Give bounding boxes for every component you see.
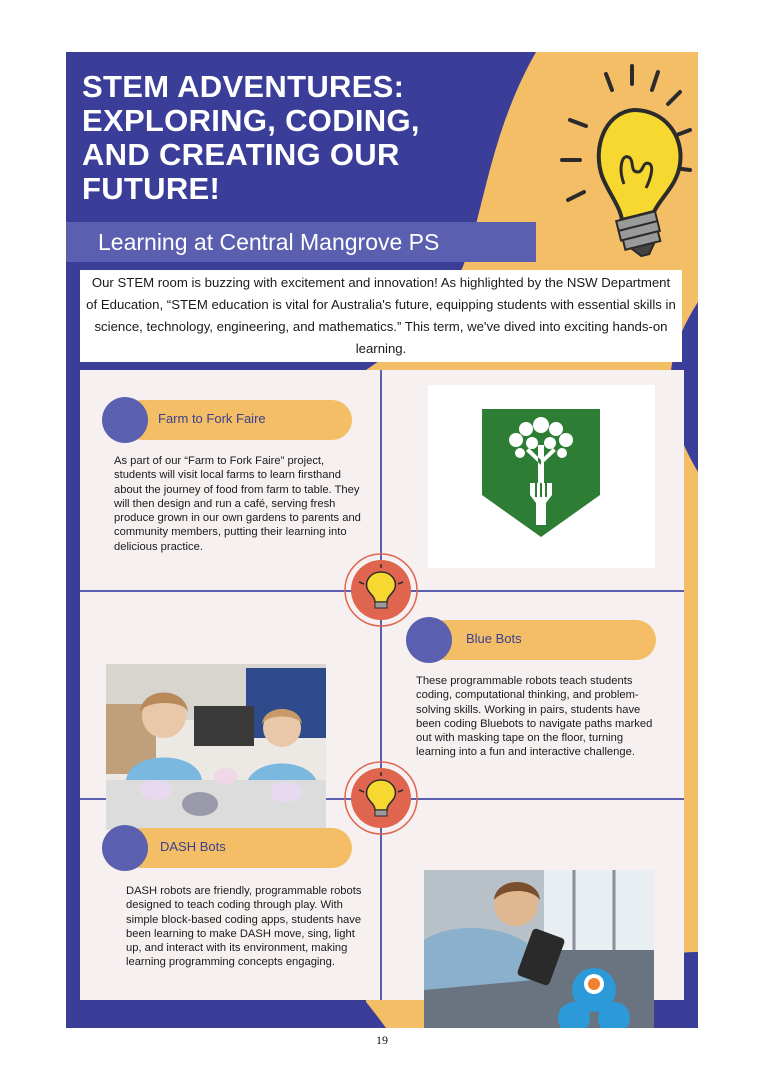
heading-label: Blue Bots	[466, 631, 522, 646]
child-with-dash-robot-image	[424, 870, 654, 1028]
logo-frame	[428, 385, 655, 568]
lightbulb-badge-icon	[343, 552, 419, 628]
page-subtitle: Learning at Central Mangrove PS	[98, 229, 440, 255]
tree-fork-logo	[428, 385, 655, 568]
grid-divider-vertical	[380, 370, 382, 1000]
lightbulb-icon	[546, 60, 696, 260]
children-with-robots-image	[106, 664, 326, 830]
heading-dot	[102, 397, 148, 443]
heading-label: DASH Bots	[160, 839, 226, 854]
dash-photo	[424, 870, 654, 1028]
heading-pill	[122, 828, 352, 868]
heading-dot	[102, 825, 148, 871]
bluebots-body-text: These programmable robots teach students coding, computational thinking, and problem-solving skills. Working in pairs, students have been coding Bluebots to navigate paths marked out with masking tape on the floor, turning learning into a fun and interactive challenge.	[416, 675, 653, 759]
dash-body-text: DASH robots are friendly, programmable robots designed to teach coding through play. With simple block-based coding apps, students have been learning to make DASH move, sing, light up, and interact with its environment, making learning programming concepts engaging.	[126, 885, 362, 969]
farm-body-text: As part of our “Farm to Fork Faire” project, students will visit local farms to learn firsthand about the journey of food from farm to table. They will then design and run a café, serving fresh produce grown in our own gardens to parents and community members, putting their learning into delicious practice.	[114, 455, 361, 553]
section-heading-farm	[102, 400, 352, 440]
newsletter-page	[66, 52, 698, 1028]
section-heading-dash	[102, 828, 352, 868]
heading-pill	[426, 620, 656, 660]
bluebots-photo	[106, 664, 326, 830]
page-title: STEM ADVENTURES: EXPLORING, CODING, AND CREATING OUR FUTURE!	[82, 69, 420, 206]
content-grid	[80, 370, 684, 1000]
page-number: 19	[376, 1033, 388, 1047]
heading-label: Farm to Fork Faire	[158, 411, 266, 426]
intro-paragraph: Our STEM room is buzzing with excitement and innovation! As highlighted by the NSW Department of Education, “STEM education is vital for Australia's future, equipping students with essential skills in science, technology, engineering, and mathematics.” This term, we've dived into exciting hands-on learning.	[80, 270, 682, 362]
section-heading-bluebots	[406, 620, 656, 660]
lightbulb-badge-icon	[343, 760, 419, 836]
